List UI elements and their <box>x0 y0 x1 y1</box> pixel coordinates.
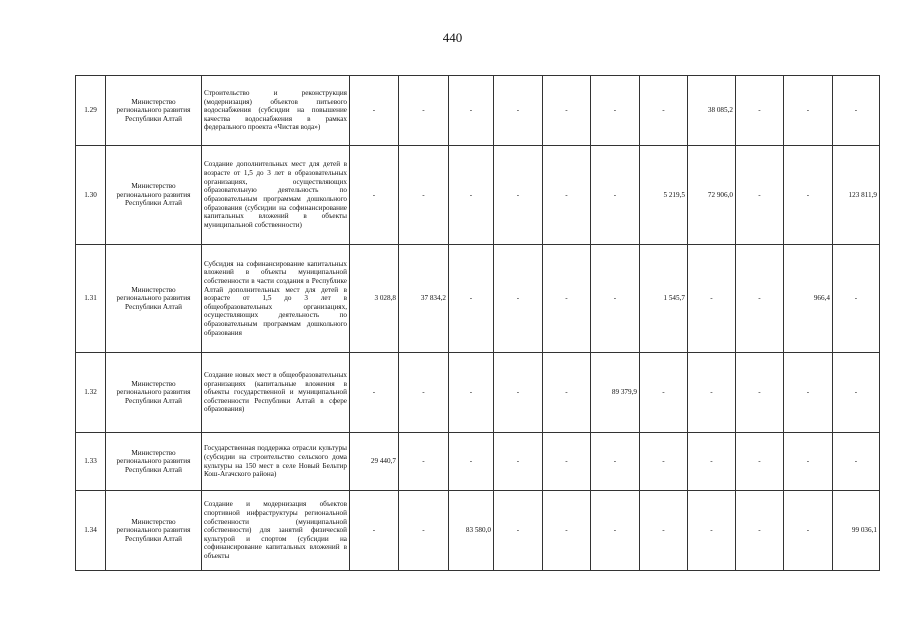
value-cell: - <box>449 245 494 353</box>
value-cell: 123 811,9 <box>833 146 880 245</box>
row-number: 1.34 <box>76 491 106 571</box>
value-cell: - <box>784 491 833 571</box>
value-cell: - <box>399 433 449 491</box>
value-cell: - <box>688 433 736 491</box>
value-cell: - <box>494 433 543 491</box>
value-cell: - <box>399 491 449 571</box>
row-description: Государственная поддержка отрасли культуры (субсидии на строительство сельского дома культуры на 150 мест в селе Новый Бельтир Кош-Агачского района) <box>202 433 350 491</box>
value-cell: - <box>591 245 640 353</box>
value-cell: - <box>494 76 543 146</box>
value-cell: - <box>543 146 591 245</box>
value-cell: 3 028,8 <box>350 245 399 353</box>
value-cell: - <box>543 353 591 433</box>
value-cell: - <box>543 76 591 146</box>
row-owner: Министерство регионального развития Республики Алтай <box>106 491 202 571</box>
row-number: 1.30 <box>76 146 106 245</box>
table-row <box>76 353 880 433</box>
value-cell: - <box>543 491 591 571</box>
value-cell: 83 580,0 <box>449 491 494 571</box>
page-number: 440 <box>442 30 463 45</box>
row-number: 1.32 <box>76 353 106 433</box>
value-cell: 29 440,7 <box>350 433 399 491</box>
value-cell: - <box>591 76 640 146</box>
value-cell: - <box>591 433 640 491</box>
value-cell: - <box>399 76 449 146</box>
value-cell: - <box>449 353 494 433</box>
value-cell: - <box>543 245 591 353</box>
value-cell: - <box>449 76 494 146</box>
value-cell: 1 545,7 <box>640 245 688 353</box>
value-cell: - <box>736 491 784 571</box>
row-description: Создание и модернизация объектов спортивной инфраструктуры региональной собственности (муниципальной собственности) для занятий физической культурой и спортом (субсидии на софинансирование капитальных вложений в объекты <box>202 491 350 571</box>
table-row <box>76 433 880 491</box>
row-number: 1.31 <box>76 245 106 353</box>
budget-table <box>75 75 880 571</box>
value-cell: - <box>449 146 494 245</box>
value-cell: - <box>350 146 399 245</box>
value-cell: - <box>833 76 880 146</box>
value-cell: - <box>591 146 640 245</box>
table-row <box>76 146 880 245</box>
value-cell: - <box>833 433 880 491</box>
row-owner: Министерство регионального развития Республики Алтай <box>106 245 202 353</box>
value-cell: - <box>833 245 880 353</box>
value-cell: - <box>494 353 543 433</box>
row-owner: Министерство регионального развития Республики Алтай <box>106 353 202 433</box>
value-cell: 72 906,0 <box>688 146 736 245</box>
value-cell: - <box>736 245 784 353</box>
value-cell: - <box>833 353 880 433</box>
value-cell: - <box>494 491 543 571</box>
value-cell: - <box>784 353 833 433</box>
value-cell: 89 379,9 <box>591 353 640 433</box>
table-row <box>76 245 880 353</box>
row-number: 1.33 <box>76 433 106 491</box>
value-cell: - <box>736 353 784 433</box>
row-description: Субсидия на софинансирование капитальных вложений в объекты муниципальной собственности в части создания в Республике Алтай дополнительных мест для детей в возрасте от 1,5 до 3 лет в общеобразовательных организациях, осуществляющих деятельность по образовательным программам дошкольного образования <box>202 245 350 353</box>
value-cell: 38 085,2 <box>688 76 736 146</box>
value-cell: 966,4 <box>784 245 833 353</box>
value-cell: 5 219,5 <box>640 146 688 245</box>
value-cell: - <box>640 76 688 146</box>
value-cell: - <box>494 146 543 245</box>
value-cell: - <box>543 433 591 491</box>
value-cell: - <box>640 353 688 433</box>
value-cell: - <box>350 76 399 146</box>
value-cell: - <box>399 353 449 433</box>
value-cell: - <box>350 353 399 433</box>
row-owner: Министерство регионального развития Республики Алтай <box>106 146 202 245</box>
value-cell: - <box>688 353 736 433</box>
value-cell: - <box>640 433 688 491</box>
row-description: Создание дополнительных мест для детей в возрасте от 1,5 до 3 лет в образовательных организациях, осуществляющих образовательную деятельность по образовательным программам дошкольного образования (субсидии на софинансирование капитальных вложений в объекты муниципальной собственности) <box>202 146 350 245</box>
value-cell: - <box>494 245 543 353</box>
value-cell: 37 834,2 <box>399 245 449 353</box>
row-number: 1.29 <box>76 76 106 146</box>
value-cell: - <box>688 245 736 353</box>
row-description: Строительство и реконструкция (модернизация) объектов питьевого водоснабжения (субсидии на повышение качества водоснабжения в рамках федерального проекта «Чистая вода») <box>202 76 350 146</box>
value-cell: - <box>449 433 494 491</box>
value-cell: - <box>736 433 784 491</box>
table-row <box>76 491 880 571</box>
row-owner: Министерство регионального развития Республики Алтай <box>106 433 202 491</box>
value-cell: - <box>640 491 688 571</box>
value-cell: - <box>784 433 833 491</box>
value-cell: - <box>688 491 736 571</box>
value-cell: - <box>591 491 640 571</box>
value-cell: - <box>784 76 833 146</box>
table-row <box>76 76 880 146</box>
row-description: Создание новых мест в общеобразовательных организациях (капитальные вложения в объекты государственной и муниципальной собственности Республики Алтай в сфере образования) <box>202 353 350 433</box>
value-cell: - <box>350 491 399 571</box>
value-cell: - <box>784 146 833 245</box>
value-cell: - <box>399 146 449 245</box>
value-cell: - <box>736 76 784 146</box>
row-owner: Министерство регионального развития Республики Алтай <box>106 76 202 146</box>
value-cell: - <box>736 146 784 245</box>
value-cell: 99 036,1 <box>833 491 880 571</box>
